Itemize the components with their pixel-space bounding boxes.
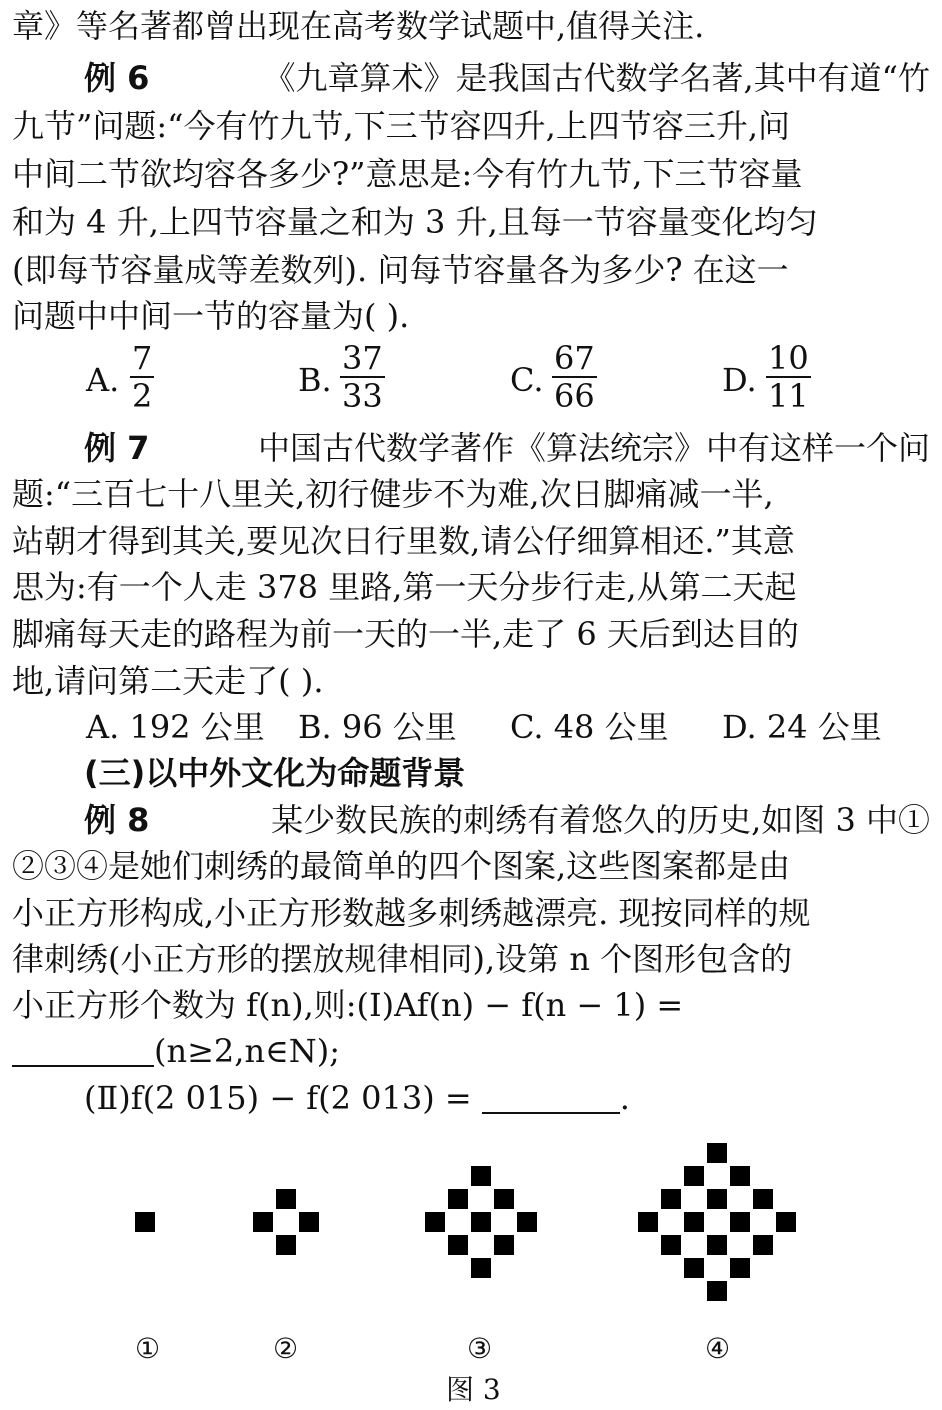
example7-line-5: 脚痛每天走的路程为前一天的一半,走了 6 天后到达目的 bbox=[12, 615, 799, 653]
option-a-numerator: 7 bbox=[132, 339, 153, 377]
example6-line-2: 九节”问题:“今有竹九节,下三节容四升,上四节容三升,问 bbox=[12, 107, 791, 145]
pattern-3-square bbox=[471, 1258, 491, 1278]
pattern-4-square bbox=[707, 1281, 727, 1301]
example6-line-1 bbox=[84, 58, 930, 98]
pattern-2-square bbox=[276, 1235, 296, 1255]
pattern-3-square bbox=[494, 1235, 514, 1255]
pattern-3-square bbox=[448, 1189, 468, 1209]
example6-text-1: 《九章算术》是我国古代数学名著,其中有道“竹 bbox=[263, 59, 930, 97]
option-d-denominator: 11 bbox=[768, 377, 809, 415]
pattern-4-square bbox=[730, 1166, 750, 1186]
option-b-numerator: 37 bbox=[342, 339, 383, 377]
option-b-letter: B. bbox=[298, 361, 332, 399]
example8-part2-line bbox=[84, 1078, 930, 1118]
section-heading: (三)以中外文化为命题背景 bbox=[84, 754, 466, 792]
pattern-3-square bbox=[448, 1235, 468, 1255]
example8-line-2: ②③④是她们刺绣的最简单的四个图案,这些图案都是由 bbox=[12, 847, 791, 885]
pattern-2-square bbox=[299, 1212, 319, 1232]
option-c-numerator: 67 bbox=[554, 339, 595, 377]
option-b-denominator: 33 bbox=[342, 377, 383, 415]
pattern-4-square bbox=[661, 1189, 681, 1209]
pattern-4-square bbox=[753, 1189, 773, 1209]
pattern-4-square bbox=[730, 1258, 750, 1278]
pattern-4-square bbox=[661, 1235, 681, 1255]
pattern-2-square bbox=[253, 1212, 273, 1232]
pattern-3-square bbox=[494, 1189, 514, 1209]
example7-line-1 bbox=[84, 428, 930, 468]
pattern-4-square bbox=[684, 1212, 704, 1232]
figure-label-1: ① bbox=[135, 1332, 161, 1365]
pattern-3-square bbox=[471, 1166, 491, 1186]
option-a-denominator: 2 bbox=[132, 377, 153, 415]
figure-label-2: ② bbox=[273, 1332, 299, 1365]
example8-line-6 bbox=[12, 1031, 930, 1071]
option-c-letter: C. bbox=[510, 361, 544, 399]
pattern-4-square bbox=[684, 1166, 704, 1186]
example6-line-4: 和为 4 升,上四节容量之和为 3 升,且每一节容量变化均匀 bbox=[12, 203, 818, 241]
pattern-4-square bbox=[707, 1235, 727, 1255]
example7-text-1: 中国古代数学著作《算法统宗》中有这样一个问 bbox=[257, 429, 930, 467]
option-d-letter: D. bbox=[722, 361, 757, 399]
example8-text-1: 某少数民族的刺绣有着悠久的历史,如图 3 中① bbox=[271, 801, 930, 839]
option-d-numerator: 10 bbox=[768, 339, 809, 377]
figure-3 bbox=[135, 1118, 815, 1390]
example8-line-4: 律刺绣(小正方形的摆放规律相同),设第 n 个图形包含的 bbox=[12, 940, 793, 978]
pattern-1-square bbox=[135, 1212, 155, 1232]
pattern-4-square bbox=[776, 1212, 796, 1232]
example7-line-6: 地,请问第二天走了( ). bbox=[12, 662, 324, 700]
figure-label-4: ④ bbox=[705, 1332, 731, 1365]
example8-line-6-text: (n≥2,n∈N); bbox=[154, 1032, 340, 1070]
pattern-4-square bbox=[753, 1235, 773, 1255]
example8-part2-end: . bbox=[619, 1079, 630, 1117]
pattern-4-square bbox=[730, 1212, 750, 1232]
option-c-denominator: 66 bbox=[554, 377, 595, 415]
example7-option-b: B. 96 公里 bbox=[298, 708, 457, 746]
answer-blank-2[interactable] bbox=[482, 1078, 620, 1114]
option-a-fraction bbox=[130, 340, 154, 414]
pattern-4-square bbox=[684, 1258, 704, 1278]
option-b-fraction bbox=[340, 340, 385, 414]
pattern-2-square bbox=[276, 1189, 296, 1209]
option-c-fraction bbox=[552, 340, 597, 414]
example6-line-6: 问题中中间一节的容量为( ). bbox=[12, 297, 410, 335]
example7-line-2: 题:“三百七十八里关,初行健步不为难,次日脚痛减一半, bbox=[12, 475, 774, 513]
pattern-3-square bbox=[517, 1212, 537, 1232]
example7-label: 例 7 bbox=[84, 429, 150, 467]
option-d-fraction bbox=[766, 340, 811, 414]
example7-line-4: 思为:有一个人走 378 里路,第一天分步行走,从第二天起 bbox=[12, 568, 797, 606]
example8-label: 例 8 bbox=[84, 801, 150, 839]
example6-line-3: 中间二节欲均容各多少?”意思是:今有竹九节,下三节容量 bbox=[12, 155, 803, 193]
example8-line-3: 小正方形构成,小正方形数越多刺绣越漂亮. 现按同样的规 bbox=[12, 894, 811, 932]
example7-line-3: 站朝才得到其关,要见次日行里数,请公仔细算相还.”其意 bbox=[12, 522, 795, 560]
answer-blank-1[interactable] bbox=[12, 1031, 154, 1067]
example8-line-5: 小正方形个数为 f(n),则:(Ⅰ)Af(n) − f(n − 1) = bbox=[12, 986, 684, 1024]
example7-option-d: D. 24 公里 bbox=[722, 708, 882, 746]
example7-option-a: A. 192 公里 bbox=[86, 708, 265, 746]
pattern-4-square bbox=[707, 1143, 727, 1163]
pattern-4-square bbox=[707, 1189, 727, 1209]
figure-label-3: ③ bbox=[467, 1332, 493, 1365]
example6-line-5: (即每节容量成等差数列). 问每节容量各为多少? 在这一 bbox=[12, 251, 789, 289]
example8-line-1 bbox=[84, 800, 930, 840]
figure-caption: 图 3 bbox=[446, 1373, 501, 1406]
example6-label: 例 6 bbox=[84, 59, 150, 97]
intro-line: 章》等名著都曾出现在高考数学试题中,值得关注. bbox=[12, 7, 705, 45]
example8-part2-text: (Ⅱ)f(2 015) − f(2 013) = bbox=[84, 1079, 472, 1117]
example7-option-c: C. 48 公里 bbox=[510, 708, 669, 746]
option-a-letter: A. bbox=[86, 361, 120, 399]
pattern-4-square bbox=[638, 1212, 658, 1232]
pattern-3-square bbox=[471, 1212, 491, 1232]
pattern-3-square bbox=[425, 1212, 445, 1232]
